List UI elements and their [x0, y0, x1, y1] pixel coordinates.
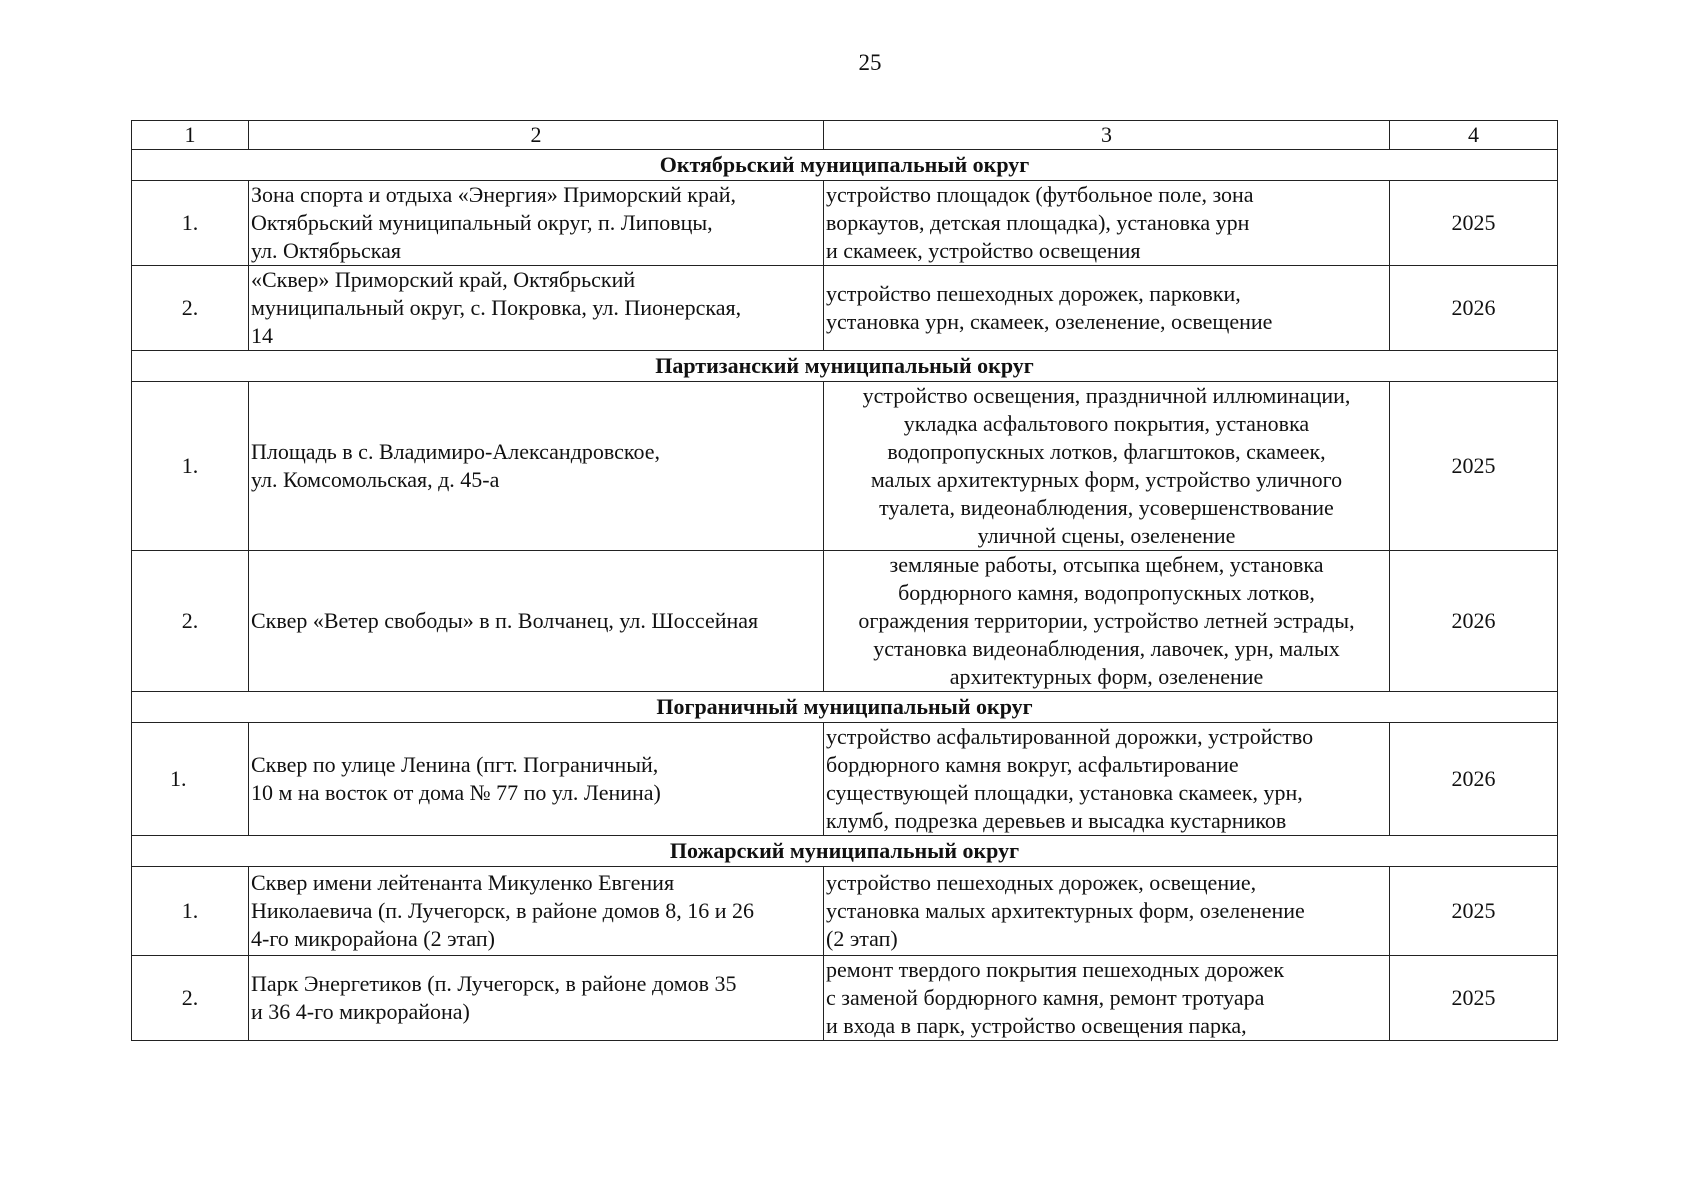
- location-cell: [249, 382, 824, 551]
- works-line: установка урн, скамеек, озеленение, освещение: [826, 309, 1273, 334]
- column-number: 1: [132, 121, 249, 150]
- row-number: 2.: [132, 551, 249, 692]
- table-row: [132, 181, 1558, 266]
- year-cell: 2026: [1390, 551, 1558, 692]
- location-cell: [249, 551, 824, 692]
- works-cell: [824, 867, 1390, 956]
- location-line: ул. Комсомольская, д. 45-а: [251, 467, 500, 492]
- works-cell: [824, 956, 1390, 1041]
- works-line: и скамеек, устройство освещения: [826, 238, 1141, 263]
- location-cell: [249, 723, 824, 836]
- row-number: 2.: [132, 956, 249, 1041]
- works-line: устройство пешеходных дорожек, парковки,: [826, 281, 1241, 306]
- works-line: туалета, видеонаблюдения, усовершенствование: [879, 495, 1334, 520]
- location-line: Октябрьский муниципальный округ, п. Липовцы,: [251, 210, 713, 235]
- location-line: Сквер по улице Ленина (пгт. Пограничный,: [251, 752, 659, 777]
- works-line: устройство площадок (футбольное поле, зона: [826, 182, 1254, 207]
- works-cell: [824, 266, 1390, 351]
- row-number: 1.: [132, 723, 249, 836]
- table-row: [132, 956, 1558, 1041]
- row-number: 1.: [132, 382, 249, 551]
- row-number: 2.: [132, 266, 249, 351]
- works-cell: [824, 181, 1390, 266]
- section-header-row: [132, 150, 1558, 181]
- works-line: укладка асфальтового покрытия, установка: [903, 411, 1310, 436]
- location-line: Сквер имени лейтенанта Микуленко Евгения: [251, 870, 675, 895]
- section-header-row: [132, 351, 1558, 382]
- row-number: 1.: [132, 181, 249, 266]
- works-line: бордюрного камня вокруг, асфальтирование: [826, 752, 1239, 777]
- location-line: 14: [251, 323, 273, 348]
- year-cell: 2025: [1390, 181, 1558, 266]
- location-cell: [249, 956, 824, 1041]
- location-line: Сквер «Ветер свободы» в п. Волчанец, ул. Шоссейная: [251, 608, 759, 633]
- table-row: [132, 551, 1558, 692]
- works-line: малых архитектурных форм, устройство уличного: [870, 467, 1343, 492]
- works-line: установка малых архитектурных форм, озеленение: [826, 898, 1305, 923]
- location-line: 4-го микрорайона (2 этап): [251, 926, 495, 951]
- works-line: устройство асфальтированной дорожки, устройство: [826, 724, 1314, 749]
- works-line: бордюрного камня, водопропускных лотков,: [898, 580, 1315, 605]
- location-line: Зона спорта и отдыха «Энергия» Приморский край,: [251, 182, 736, 207]
- location-line: 10 м на восток от дома № 77 по ул. Ленина): [251, 780, 661, 805]
- location-line: Площадь в с. Владимиро-Александровское,: [251, 439, 661, 464]
- column-number-row: [132, 121, 1558, 150]
- works-line: ремонт твердого покрытия пешеходных дорожек: [826, 957, 1285, 982]
- location-line: муниципальный округ, с. Покровка, ул. Пионерская,: [251, 295, 742, 320]
- works-line: установка видеонаблюдения, лавочек, урн, малых: [873, 636, 1340, 661]
- works-line: с заменой бордюрного камня, ремонт тротуара: [826, 985, 1265, 1010]
- table-row: [132, 867, 1558, 956]
- table-body: [132, 121, 1558, 1041]
- column-number: 3: [824, 121, 1390, 150]
- table-row: [132, 382, 1558, 551]
- column-number: 2: [249, 121, 824, 150]
- section-title: Пожарский муниципальный округ: [132, 836, 1558, 867]
- section-header-row: [132, 692, 1558, 723]
- works-line: клумб, подрезка деревьев и высадка кустарников: [826, 808, 1287, 833]
- works-line: ограждения территории, устройство летней эстрады,: [858, 608, 1355, 633]
- works-line: водопропускных лотков, флагштоков, скамеек,: [887, 439, 1326, 464]
- section-header-row: [132, 836, 1558, 867]
- works-cell: [824, 551, 1390, 692]
- location-cell: [249, 867, 824, 956]
- works-line: уличной сцены, озеленение: [977, 523, 1236, 548]
- location-line: «Сквер» Приморский край, Октябрьский: [251, 267, 636, 292]
- page-number: 25: [858, 50, 882, 75]
- year-cell: 2025: [1390, 382, 1558, 551]
- works-cell: [824, 382, 1390, 551]
- year-cell: 2025: [1390, 867, 1558, 956]
- year-cell: 2025: [1390, 956, 1558, 1041]
- works-cell: [824, 723, 1390, 836]
- location-line: Парк Энергетиков (п. Лучегорск, в районе домов 35: [251, 971, 737, 996]
- column-number: 4: [1390, 121, 1558, 150]
- works-line: существующей площадки, установка скамеек, урн,: [826, 780, 1303, 805]
- table-row: [132, 723, 1558, 836]
- works-line: устройство освещения, праздничной иллюминации,: [862, 383, 1351, 408]
- location-cell: [249, 181, 824, 266]
- location-cell: [249, 266, 824, 351]
- works-line: воркаутов, детская площадка), установка урн: [826, 210, 1250, 235]
- year-cell: 2026: [1390, 266, 1558, 351]
- section-title: Пограничный муниципальный округ: [132, 692, 1558, 723]
- location-line: Николаевича (п. Лучегорск, в районе домов 8, 16 и 26: [251, 898, 754, 923]
- location-line: ул. Октябрьская: [251, 238, 401, 263]
- works-line: и входа в парк, устройство освещения парка,: [826, 1013, 1247, 1038]
- improvement-table: [131, 120, 1558, 1041]
- section-title: Партизанский муниципальный округ: [132, 351, 1558, 382]
- location-line: и 36 4-го микрорайона): [251, 999, 470, 1024]
- works-line: устройство пешеходных дорожек, освещение,: [826, 870, 1257, 895]
- works-line: архитектурных форм, озеленение: [949, 664, 1264, 689]
- works-line: земляные работы, отсыпка щебнем, установка: [889, 552, 1324, 577]
- works-line: (2 этап): [826, 926, 898, 951]
- table-row: [132, 266, 1558, 351]
- year-cell: 2026: [1390, 723, 1558, 836]
- section-title: Октябрьский муниципальный округ: [132, 150, 1558, 181]
- row-number: 1.: [132, 867, 249, 956]
